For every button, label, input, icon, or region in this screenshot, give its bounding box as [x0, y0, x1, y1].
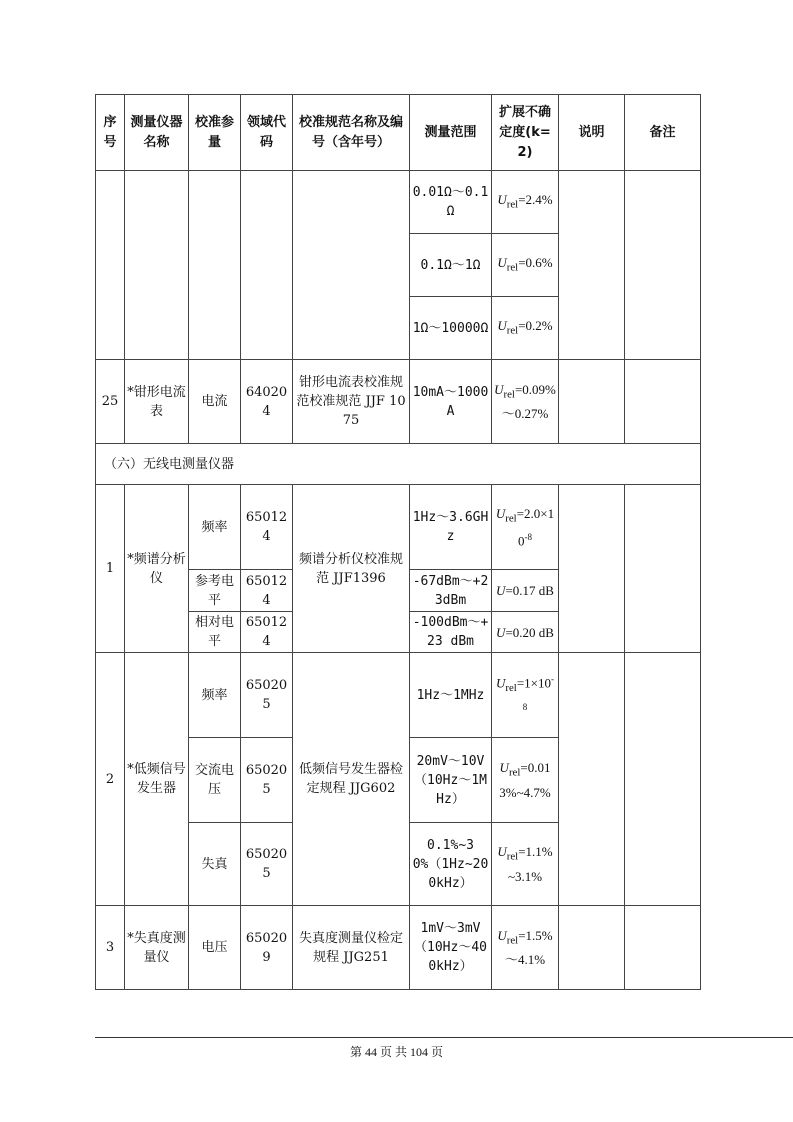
range-cell: 0.01Ω～0.1Ω: [410, 171, 492, 234]
range-cell: 0.1Ω～1Ω: [410, 234, 492, 297]
remark-cell: [625, 171, 701, 360]
code-cell: 650124: [241, 570, 293, 612]
range-cell: 1Hz～1MHz: [410, 653, 492, 738]
spec-cell: 钳形电流表校准规范校准规范 JJF 1075: [293, 360, 410, 444]
param-cell: 相对电平: [189, 612, 241, 653]
instrument-name: *失真度测量仪: [125, 906, 189, 990]
cont-spec-cell: [293, 171, 410, 360]
note-cell: [559, 906, 625, 990]
param-cell: 电流: [189, 360, 241, 444]
header-range: 测量范围: [410, 95, 492, 171]
header-row: [96, 95, 701, 171]
remark-cell: [625, 485, 701, 653]
uncertainty-cell: $U_{rel}=0.09\%\sim 0.27\%$: [492, 360, 559, 444]
code-cell: 650209: [241, 906, 293, 990]
note-cell: [559, 485, 625, 653]
param-cell: 参考电平: [189, 570, 241, 612]
remark-cell: [625, 653, 701, 906]
instrument-name: *频谱分析仪: [125, 485, 189, 653]
instrument-name: *低频信号发生器: [125, 653, 189, 906]
code-cell: 640204: [241, 360, 293, 444]
table-row: [96, 360, 701, 444]
range-cell: 0.1%~30%（1Hz~200kHz）: [410, 823, 492, 906]
spec-cell: 低频信号发生器检定规程 JJG602: [293, 653, 410, 906]
header-code: 领域代码: [241, 95, 293, 171]
footer-divider: [95, 1037, 793, 1038]
param-cell: 交流电压: [189, 738, 241, 823]
header-instrument: 测量仪器名称: [125, 95, 189, 171]
remark-cell: [625, 906, 701, 990]
table-row: [96, 171, 701, 234]
page-number: 第 44 页 共 104 页: [349, 1045, 443, 1059]
spec-cell: 频谱分析仪校准规范 JJF1396: [293, 485, 410, 653]
table-row: [96, 485, 701, 570]
range-cell: -100dBm～+23 dBm: [410, 612, 492, 653]
row-no: 1: [96, 485, 125, 653]
table-row: [96, 906, 701, 990]
code-cell: 650124: [241, 612, 293, 653]
remark-cell: [625, 360, 701, 444]
param-cell: 频率: [189, 653, 241, 738]
note-cell: [559, 360, 625, 444]
code-cell: 650205: [241, 823, 293, 906]
range-cell: 20mV～10V（10Hz～1MHz）: [410, 738, 492, 823]
range-cell: 1Hz～3.6GHz: [410, 485, 492, 570]
code-cell: 650124: [241, 485, 293, 570]
uncertainty-cell: U=0.17 dB: [492, 570, 559, 612]
param-cell: 失真: [189, 823, 241, 906]
param-cell: 频率: [189, 485, 241, 570]
range-cell: 10mA～1000A: [410, 360, 492, 444]
uncertainty-cell: $U_{rel}=1.1\%\sim 3.1\%$: [492, 823, 559, 906]
param-cell: 电压: [189, 906, 241, 990]
uncertainty-cell: $U_{rel}=0.013\%\sim 4.7\%$: [492, 738, 559, 823]
cont-instrument-cell: [125, 171, 189, 360]
calibration-table: [95, 94, 701, 990]
section-row: [96, 444, 701, 485]
header-uncertainty: 扩展不确定度(k=2): [492, 95, 559, 171]
uncertainty-cell: $U_{rel}=0.2\%$: [492, 297, 559, 360]
section-title: （六）无线电测量仪器: [96, 444, 701, 485]
code-cell: 650205: [241, 738, 293, 823]
header-no: 序号: [96, 95, 125, 171]
uncertainty-cell: $U_{rel}=0.6\%$: [492, 234, 559, 297]
header-remark: 备注: [625, 95, 701, 171]
cont-no-cell: [96, 171, 125, 360]
note-cell: [559, 653, 625, 906]
uncertainty-cell: $U_{rel}=1\times 10^{-8}$: [492, 653, 559, 738]
header-note: 说明: [559, 95, 625, 171]
spec-cell: 失真度测量仪检定规程 JJG251: [293, 906, 410, 990]
uncertainty-cell: $U_{rel}=2.0\times 10^{-8}$: [492, 485, 559, 570]
range-cell: 1mV～3mV（10Hz～400kHz）: [410, 906, 492, 990]
row-no: 25: [96, 360, 125, 444]
cont-param-cell: [189, 171, 241, 360]
range-cell: -67dBm～+23dBm: [410, 570, 492, 612]
code-cell: 650205: [241, 653, 293, 738]
header-spec: 校准规范名称及编号（含年号）: [293, 95, 410, 171]
range-cell: 1Ω～10000Ω: [410, 297, 492, 360]
note-cell: [559, 171, 625, 360]
uncertainty-cell: $U_{rel}=2.4\%$: [492, 171, 559, 234]
header-param: 校准参量: [189, 95, 241, 171]
row-no: 3: [96, 906, 125, 990]
instrument-name: *钳形电流表: [125, 360, 189, 444]
cont-code-cell: [241, 171, 293, 360]
row-no: 2: [96, 653, 125, 906]
uncertainty-cell: $U_{rel}=1.5\%\sim 4.1\%$: [492, 906, 559, 990]
uncertainty-cell: U=0.20 dB: [492, 612, 559, 653]
table-row: [96, 653, 701, 738]
